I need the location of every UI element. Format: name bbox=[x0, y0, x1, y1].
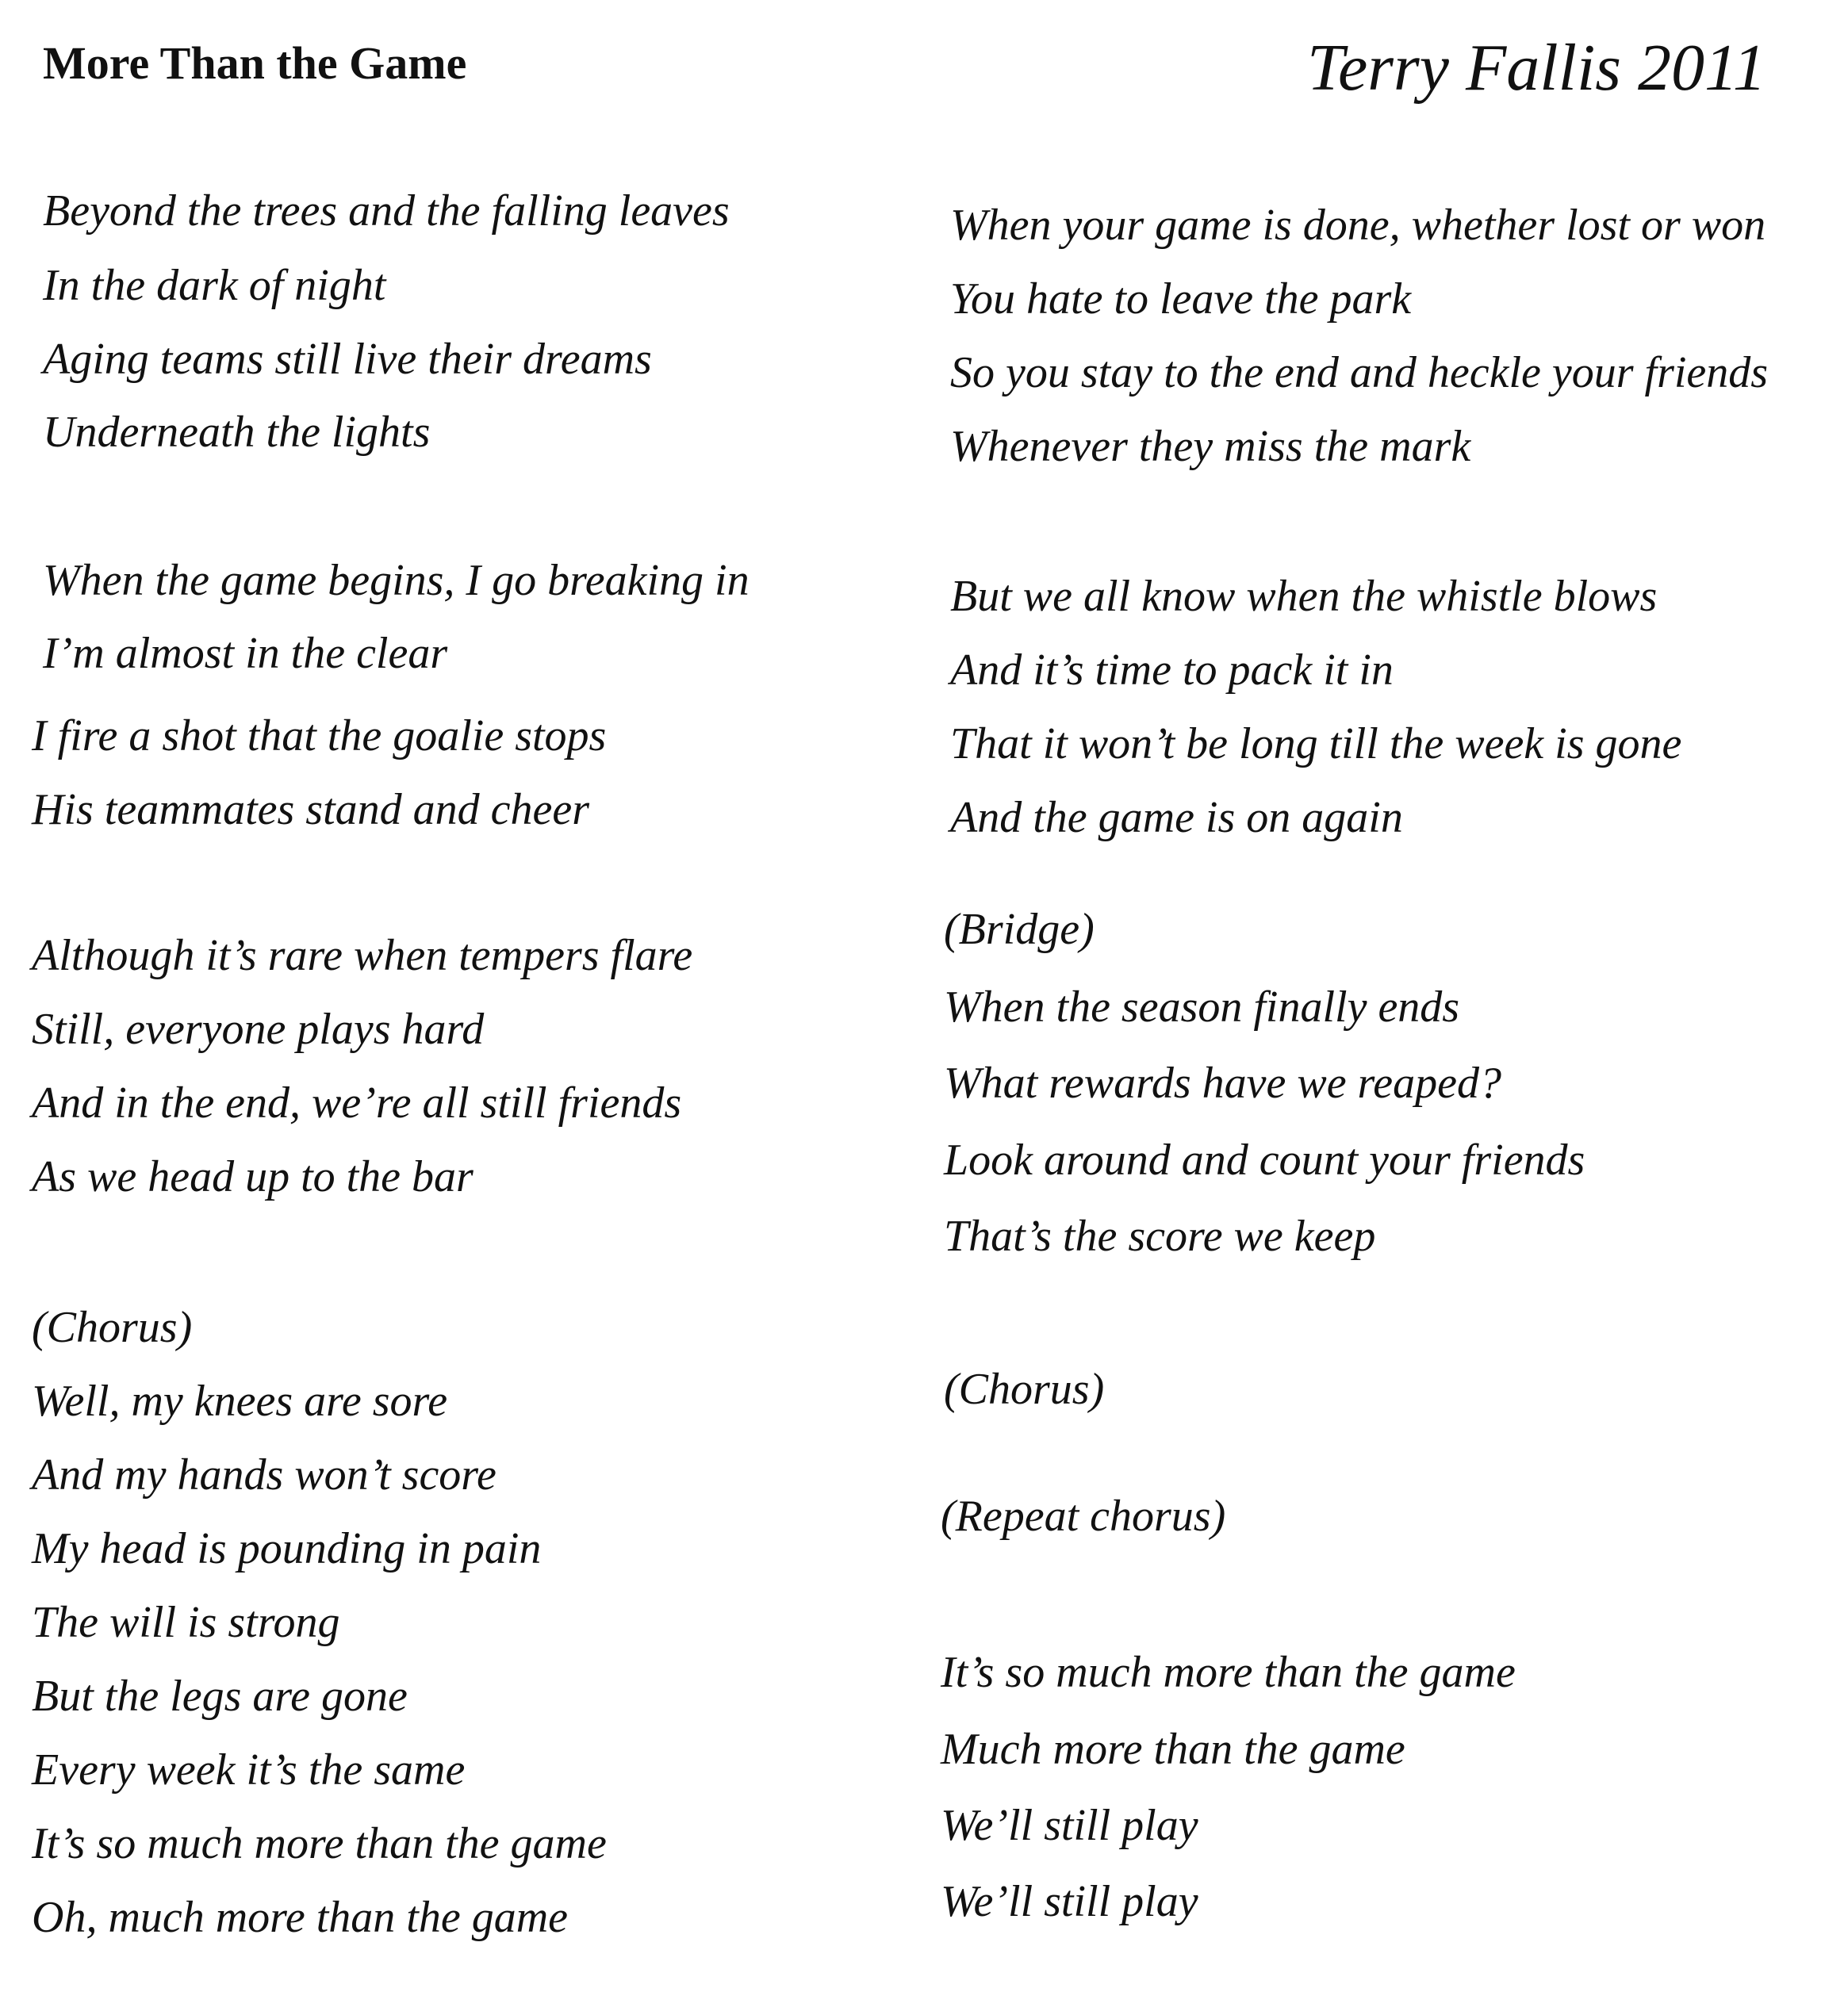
lyric-line: Although it’s rare when tempers flare bbox=[32, 931, 693, 980]
lyric-line: What rewards have we reaped? bbox=[944, 1059, 1501, 1108]
lyric-line: And it’s time to pack it in bbox=[950, 645, 1394, 695]
lyric-line: It’s so much more than the game bbox=[32, 1819, 607, 1868]
lyric-line: It’s so much more than the game bbox=[941, 1648, 1516, 1697]
lyric-line: His teammates stand and cheer bbox=[32, 785, 590, 834]
section-label: (Bridge) bbox=[944, 905, 1095, 954]
section-label: (Chorus) bbox=[944, 1365, 1105, 1414]
lyric-line: And in the end, we’re all still friends bbox=[32, 1078, 682, 1128]
lyric-line: Underneath the lights bbox=[43, 408, 431, 457]
lyric-line: That’s the score we keep bbox=[944, 1212, 1376, 1261]
lyric-line: But the legs are gone bbox=[32, 1672, 408, 1721]
lyric-line: And my hands won’t score bbox=[32, 1450, 497, 1500]
lyric-line: In the dark of night bbox=[43, 261, 386, 310]
lyric-line: Still, everyone plays hard bbox=[32, 1005, 485, 1054]
lyric-line: Every week it’s the same bbox=[32, 1745, 466, 1795]
song-title: More Than the Game bbox=[43, 37, 467, 89]
lyric-line: And the game is on again bbox=[950, 793, 1403, 842]
lyric-line: Aging teams still live their dreams bbox=[43, 335, 652, 384]
lyric-line: Whenever they miss the mark bbox=[950, 422, 1471, 471]
lyric-line: We’ll still play bbox=[941, 1877, 1198, 1926]
lyric-line: That it won’t be long till the week is gone bbox=[950, 719, 1682, 768]
lyric-line: Look around and count your friends bbox=[944, 1136, 1585, 1185]
lyric-line: When your game is done, whether lost or won bbox=[950, 201, 1766, 250]
lyric-line: When the game begins, I go breaking in bbox=[43, 556, 750, 605]
lyric-line: Beyond the trees and the falling leaves bbox=[43, 186, 730, 236]
lyric-line: As we head up to the bar bbox=[32, 1152, 474, 1201]
lyric-line: You hate to leave the park bbox=[950, 274, 1412, 324]
lyric-line: I fire a shot that the goalie stops bbox=[32, 711, 607, 760]
lyric-line: So you stay to the end and heckle your friends bbox=[950, 348, 1769, 397]
lyric-line: Much more than the game bbox=[941, 1725, 1405, 1774]
section-label: (Repeat chorus) bbox=[941, 1492, 1226, 1541]
section-label: (Chorus) bbox=[32, 1303, 193, 1352]
lyric-line: My head is pounding in pain bbox=[32, 1524, 542, 1573]
lyric-line: We’ll still play bbox=[941, 1801, 1198, 1850]
author-credit: Terry Fallis 2011 bbox=[1307, 31, 1766, 105]
lyric-line: When the season finally ends bbox=[944, 983, 1460, 1032]
lyric-line: I’m almost in the clear bbox=[43, 629, 448, 678]
lyric-line: But we all know when the whistle blows bbox=[950, 572, 1658, 621]
lyric-line: Oh, much more than the game bbox=[32, 1893, 569, 1942]
lyric-line: The will is strong bbox=[32, 1598, 340, 1647]
lyric-line: Well, my knees are sore bbox=[32, 1377, 448, 1426]
